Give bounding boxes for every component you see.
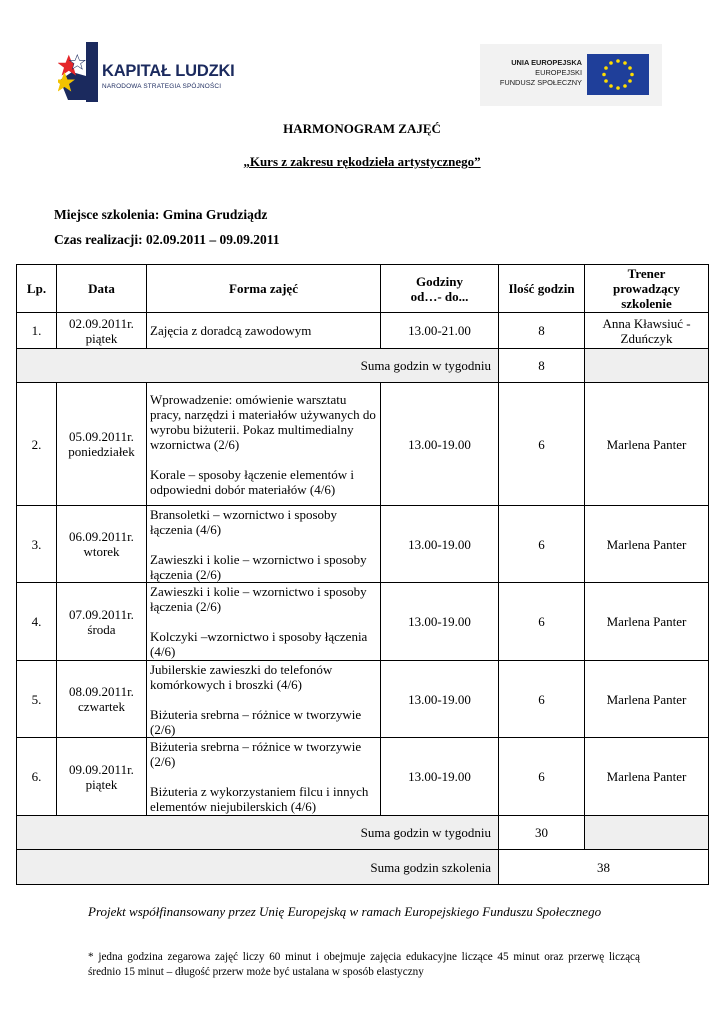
training-location: Miejsce szkolenia: Gmina Grudziądz — [54, 207, 268, 222]
week-sum-row — [17, 816, 709, 850]
eu-line-1: UNIA EUROPEJSKA — [511, 58, 582, 67]
cell-forma — [147, 383, 381, 506]
week-sum-value: 8 — [499, 349, 585, 383]
cell-count: 6 — [499, 661, 585, 738]
forma-text: Zawieszki i kolie – wzornictwo i sposoby łączenia (2/6) — [150, 584, 367, 614]
cell-date — [57, 506, 147, 583]
date-text: 06.09.2011r. — [69, 529, 134, 544]
total-sum-label: Suma godzin szkolenia — [17, 850, 499, 885]
header-trener-line1: Trener — [627, 266, 666, 281]
date-text: 07.09.2011r. — [69, 606, 134, 622]
day-text: środa — [87, 621, 116, 637]
header-godziny-line1: Godziny — [416, 273, 463, 289]
forma-text: Biżuteria srebrna – różnice w tworzywie (2/6) — [150, 706, 362, 737]
cell-count: 8 — [499, 313, 585, 349]
cell-date — [57, 313, 147, 349]
cell-count: 6 — [499, 583, 585, 661]
date-text: 09.09.2011r. — [69, 761, 134, 777]
header-godziny-line2: od…- do... — [410, 288, 469, 304]
eu-line-3: FUNDUSZ SPOŁECZNY — [499, 78, 582, 87]
kapital-ludzki-title: KAPITAŁ LUDZKI — [102, 62, 235, 80]
header-godziny — [381, 265, 499, 313]
forma-text: Jubilerskie zawieszki do telefonów komórkowych i broszki (4/6) — [150, 661, 333, 692]
eu-efs-logo — [480, 44, 662, 106]
cell-trainer: Marlena Panter — [585, 506, 709, 583]
kapital-ludzki-subtitle: NARODOWA STRATEGIA SPÓJNOŚCI — [102, 83, 222, 90]
day-text: czwartek — [78, 699, 125, 714]
cell-hours: 13.00-21.00 — [381, 313, 499, 349]
date-text: 02.09.2011r. — [69, 315, 134, 331]
cell-forma — [147, 506, 381, 583]
day-text: piątek — [85, 776, 118, 792]
table-row — [17, 661, 709, 738]
week-sum-value: 30 — [499, 816, 585, 850]
date-text: 05.09.2011r. — [69, 429, 134, 444]
forma-text: Bransoletki – wzornictwo i sposoby łączenia (4/6) — [150, 506, 338, 537]
date-text: 08.09.2011r. — [69, 684, 134, 699]
cell-hours: 13.00-19.00 — [381, 383, 499, 506]
cell-lp: 1. — [17, 313, 57, 349]
footnote: * jedna godzina zegarowa zajęć liczy 60 minut i obejmuje zajęcia edukacyjne liczące 45 minut oraz przerwę liczącą średnio 15 minut – długość przerw może być ustalana w sposób elastyczny — [88, 951, 640, 978]
cofinancing-note: Projekt współfinansowany przez Unię Europejską w ramach Europejskiego Funduszu Społecznego — [88, 904, 602, 919]
week-sum-label: Suma godzin w tygodniu — [17, 349, 499, 383]
kapital-ludzki-mark-icon — [58, 42, 98, 102]
forma-text: Kolczyki –wzornictwo i sposoby łączenia (4/6) — [150, 629, 368, 659]
trainer-line1: Anna Kławsiuć - — [602, 315, 691, 331]
cell-hours: 13.00-19.00 — [381, 661, 499, 738]
cell-forma — [147, 661, 381, 738]
cell-hours: 13.00-19.00 — [381, 583, 499, 661]
cell-trainer: Marlena Panter — [585, 383, 709, 506]
forma-text: Biżuteria z wykorzystaniem filcu i innych elementów niejubilerskich (4/6) — [150, 784, 369, 814]
week-sum-empty — [585, 349, 709, 383]
document-title: HARMONOGRAM ZAJĘĆ — [283, 121, 441, 136]
table-row — [17, 583, 709, 661]
kapital-ludzki-logo — [58, 42, 235, 104]
header-trener — [585, 265, 709, 313]
total-sum-row — [17, 850, 709, 885]
cell-count: 6 — [499, 506, 585, 583]
cell-hours: 13.00-19.00 — [381, 506, 499, 583]
cell-lp: 4. — [17, 583, 57, 661]
forma-text: Zawieszki i kolie – wzornictwo i sposoby łączenia (2/6) — [150, 551, 367, 582]
day-text: wtorek — [83, 544, 120, 559]
cell-trainer: Marlena Panter — [585, 661, 709, 738]
schedule-table — [16, 264, 709, 885]
week-sum-label: Suma godzin w tygodniu — [17, 816, 499, 850]
eu-flag-icon — [587, 54, 649, 95]
table-row — [17, 383, 709, 506]
cell-lp: 5. — [17, 661, 57, 738]
header-trener-line2: prowadzący — [613, 281, 680, 296]
cell-hours: 13.00-19.00 — [381, 738, 499, 816]
eu-line-2: EUROPEJSKI — [535, 68, 582, 77]
cell-date — [57, 661, 147, 738]
forma-text: Wprowadzenie: omówienie warsztatu pracy, narzędzi i materiałów używanych do wyrobu biżuterii. Pokaz multimedialny wzornictwa (2/6) — [150, 391, 376, 452]
cell-date — [57, 738, 147, 816]
cell-forma — [147, 738, 381, 816]
cell-count: 6 — [499, 738, 585, 816]
forma-text: Zajęcia z doradcą zawodowym — [150, 323, 312, 338]
table-row — [17, 506, 709, 583]
day-text: poniedziałek — [68, 444, 135, 459]
day-text: piątek — [85, 330, 118, 346]
trainer-line2: Zduńczyk — [620, 330, 673, 346]
eu-logo-text — [500, 58, 582, 88]
table-header-row — [17, 265, 709, 313]
header-data: Data — [57, 265, 147, 313]
header-ilosc: Ilość godzin — [499, 265, 585, 313]
table-row — [17, 738, 709, 816]
cell-forma — [147, 313, 381, 349]
total-sum-value: 38 — [499, 850, 709, 885]
cell-date — [57, 383, 147, 506]
cell-trainer: Marlena Panter — [585, 738, 709, 816]
course-name: „Kurs z zakresu rękodzieła artystycznego” — [243, 154, 481, 169]
forma-text: Biżuteria srebrna – różnice w tworzywie (2/6) — [150, 739, 362, 769]
cell-date — [57, 583, 147, 661]
cell-trainer — [585, 313, 709, 349]
cell-trainer: Marlena Panter — [585, 583, 709, 661]
week-sum-empty — [585, 816, 709, 850]
header-trener-line3: szkolenie — [621, 296, 672, 311]
cell-lp: 3. — [17, 506, 57, 583]
cell-lp: 6. — [17, 738, 57, 816]
week-sum-row — [17, 349, 709, 383]
cell-lp: 2. — [17, 383, 57, 506]
header-forma: Forma zajęć — [147, 265, 381, 313]
header-lp: Lp. — [17, 265, 57, 313]
table-row — [17, 313, 709, 349]
training-period: Czas realizacji: 02.09.2011 – 09.09.2011 — [54, 232, 280, 247]
cell-count: 6 — [499, 383, 585, 506]
forma-text: Korale – sposoby łączenie elementów i odpowiedni dobór materiałów (4/6) — [150, 466, 354, 497]
cell-forma — [147, 583, 381, 661]
